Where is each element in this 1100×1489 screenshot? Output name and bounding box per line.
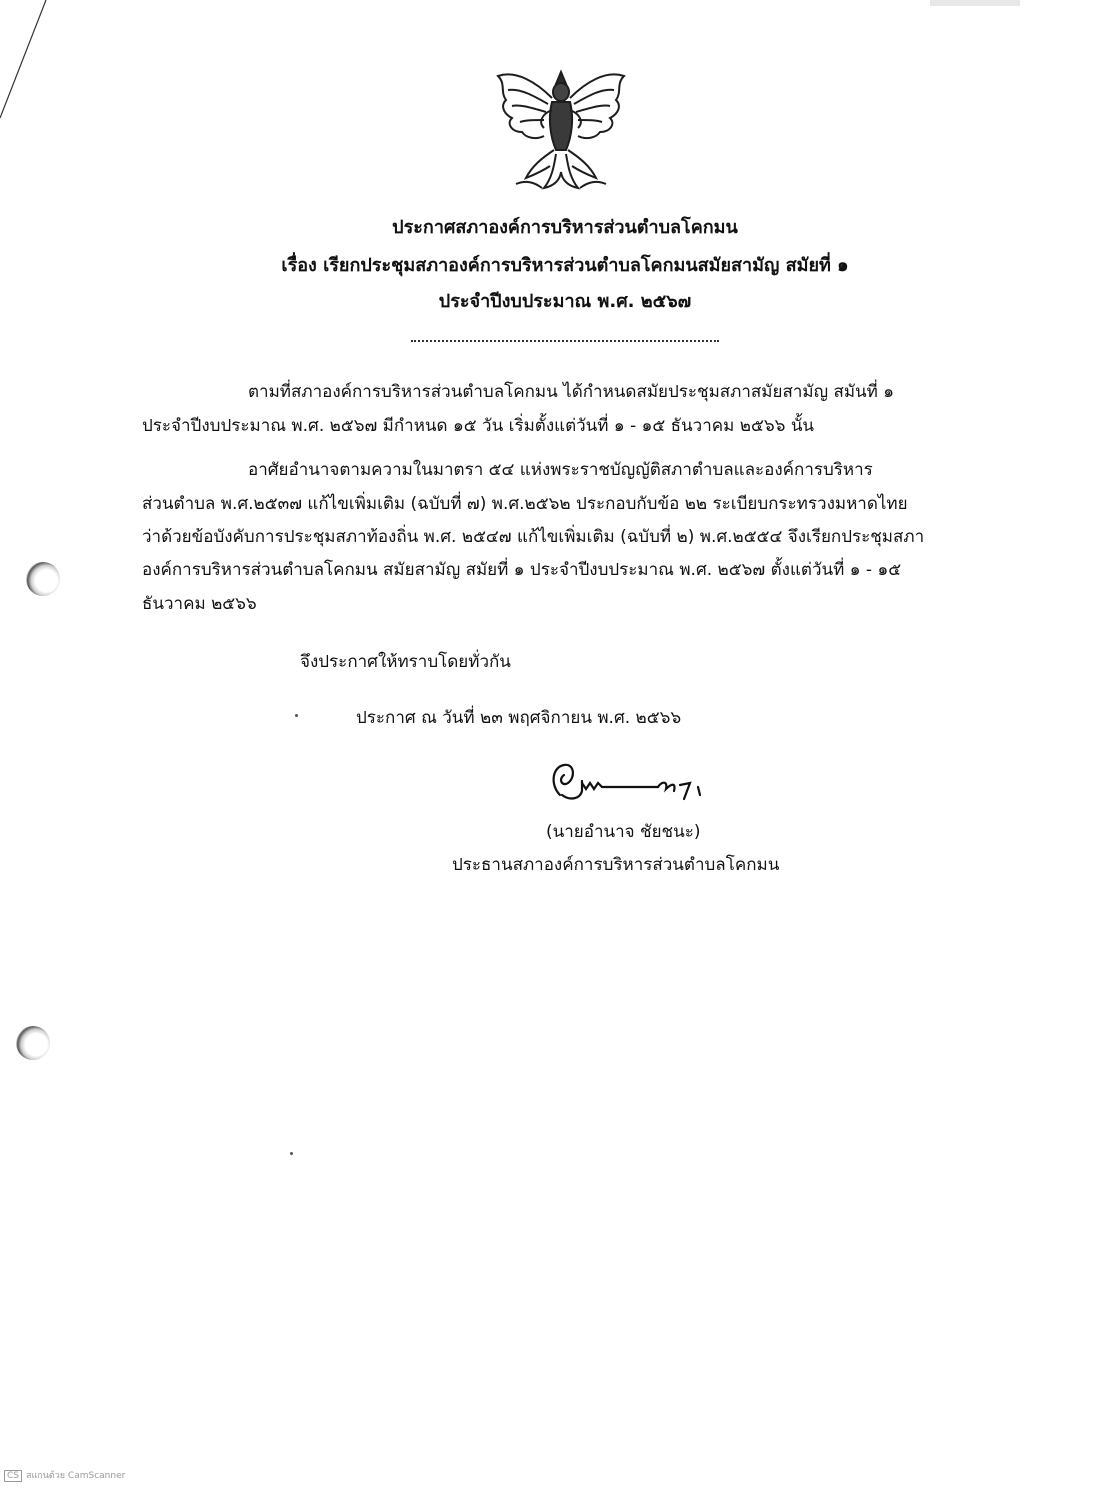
- scan-edge-shadow: [0, 0, 60, 120]
- paragraph-1-line-1: ตามที่สภาองค์การบริหารส่วนตำบลโคกมน ได้กำหนดสมัยประชุมสภาสมัยสามัญ สมันที่ ๑: [248, 382, 895, 402]
- notice-line: จึงประกาศให้ทราบโดยทั่วกัน: [300, 652, 511, 672]
- paragraph-2-line-1: อาศัยอำนาจตามความในมาตรา ๕๔ แห่งพระราชบัญญัติสภาตำบลและองค์การบริหาร: [248, 460, 873, 480]
- signer-position: ประธานสภาองค์การบริหารส่วนตำบลโคกมน: [452, 855, 780, 875]
- announcement-date: ประกาศ ณ วันที่ ๒๓ พฤศจิกายน พ.ศ. ๒๕๖๖: [356, 708, 682, 728]
- punch-hole: [26, 562, 60, 596]
- handwritten-signature: [540, 755, 730, 815]
- camscanner-text: สแกนด้วย CamScanner: [26, 1471, 126, 1481]
- scan-smudge: [930, 0, 1020, 6]
- dotted-divider: [411, 340, 719, 342]
- announcement-title: ประกาศสภาองค์การบริหารส่วนตำบลโคกมน: [392, 217, 738, 238]
- announcement-fiscal-year: ประจำปีงบประมาณ พ.ศ. ๒๕๖๗: [438, 291, 692, 312]
- scanner-watermark: [4, 1468, 125, 1482]
- garuda-emblem-icon: [486, 62, 636, 202]
- paragraph-2-line-5: ธันวาคม ๒๕๖๖: [142, 594, 257, 614]
- paragraph-2-line-3: ว่าด้วยข้อบังคับการประชุมสภาท้องถิ่น พ.ศ. ๒๕๔๗ แก้ไขเพิ่มเติม (ฉบับที่ ๒) พ.ศ.๒๕๕๔ จึงเรียกประชุมสภา: [142, 527, 925, 547]
- paragraph-2-line-4: องค์การบริหารส่วนตำบลโคกมน สมัยสามัญ สมัยที่ ๑ ประจำปีงบประมาณ พ.ศ. ๒๕๖๗ ตั้งแต่วันที่ ๑ - ๑๕: [142, 560, 902, 580]
- paragraph-2-line-2: ส่วนตำบล พ.ศ.๒๕๓๗ แก้ไขเพิ่มเติม (ฉบับที่ ๗) พ.ศ.๒๕๖๒ ประกอบกับข้อ ๒๒ ระเบียบกระทรวงมหาดไทย: [142, 494, 908, 514]
- paragraph-1-line-2: ประจำปีงบประมาณ พ.ศ. ๒๕๖๗ มีกำหนด ๑๕ วัน เริ่มตั้งแต่วันที่ ๑ - ๑๕ ธันวาคม ๒๕๖๖ นั้น: [142, 416, 815, 436]
- punch-hole: [16, 1026, 50, 1060]
- announcement-subject: เรื่อง เรียกประชุมสภาองค์การบริหารส่วนตำบลโคกมนสมัยสามัญ สมัยที่ ๑: [281, 255, 849, 276]
- scan-speck: [290, 1152, 293, 1155]
- camscanner-badge: CS: [4, 1470, 22, 1482]
- scan-speck: [295, 714, 298, 717]
- signer-name: (นายอำนาจ ชัยชนะ): [546, 822, 701, 842]
